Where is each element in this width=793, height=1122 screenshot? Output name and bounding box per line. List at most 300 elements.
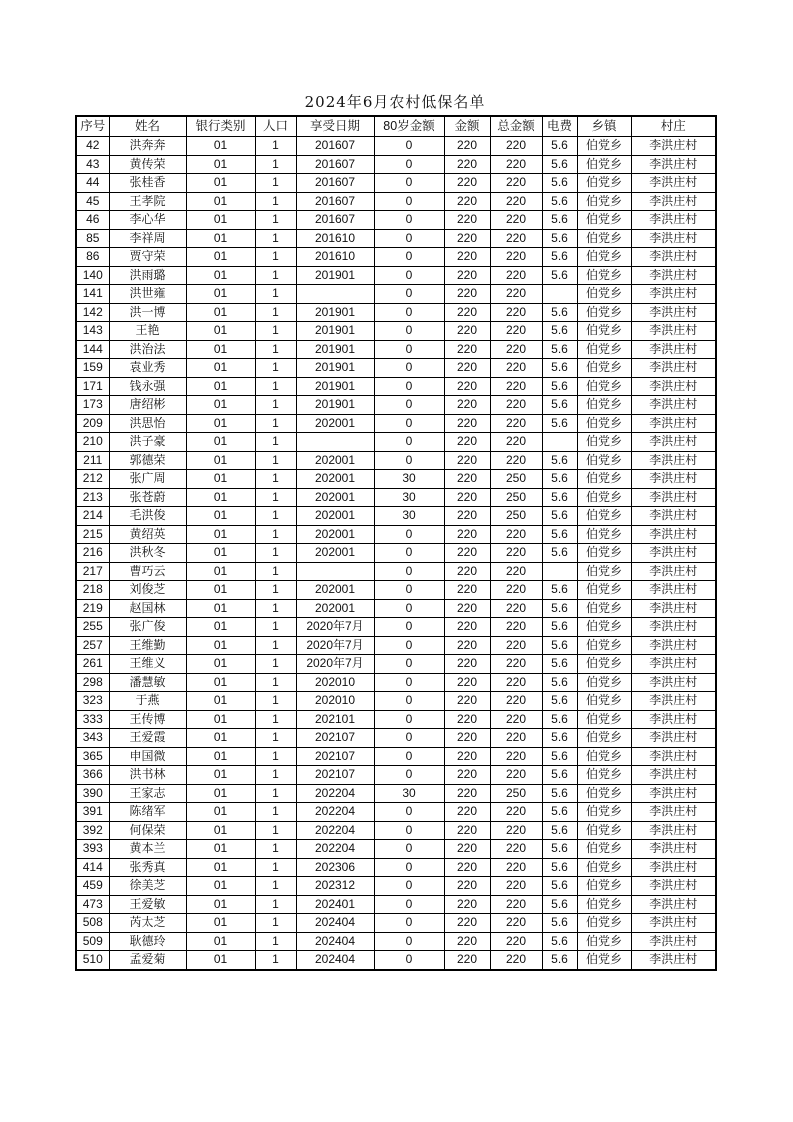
cell-amount: 220 xyxy=(444,174,490,193)
cell-bank-type: 01 xyxy=(186,137,255,156)
cell-name: 王维义 xyxy=(109,655,186,674)
cell-age80-amount: 0 xyxy=(374,766,444,785)
cell-name: 张苍蔚 xyxy=(109,488,186,507)
cell-population: 1 xyxy=(255,322,296,341)
table-row xyxy=(76,525,716,544)
cell-population: 1 xyxy=(255,803,296,822)
cell-serial: 217 xyxy=(76,562,109,581)
cell-total-amount: 220 xyxy=(490,414,542,433)
cell-electric-fee: 5.6 xyxy=(542,229,577,248)
cell-electric-fee: 5.6 xyxy=(542,581,577,600)
cell-bank-type: 01 xyxy=(186,581,255,600)
cell-serial: 366 xyxy=(76,766,109,785)
cell-electric-fee: 5.6 xyxy=(542,340,577,359)
cell-start-date: 201610 xyxy=(296,248,374,267)
cell-bank-type: 01 xyxy=(186,932,255,951)
cell-village: 李洪庄村 xyxy=(631,840,716,859)
cell-village: 李洪庄村 xyxy=(631,747,716,766)
cell-electric-fee: 5.6 xyxy=(542,137,577,156)
cell-village: 李洪庄村 xyxy=(631,951,716,970)
cell-village: 李洪庄村 xyxy=(631,673,716,692)
table-row xyxy=(76,303,716,322)
cell-village: 李洪庄村 xyxy=(631,858,716,877)
cell-serial: 216 xyxy=(76,544,109,563)
cell-name: 王爱霞 xyxy=(109,729,186,748)
cell-name: 申国微 xyxy=(109,747,186,766)
cell-amount: 220 xyxy=(444,636,490,655)
cell-amount: 220 xyxy=(444,747,490,766)
cell-start-date: 202001 xyxy=(296,470,374,489)
cell-township: 伯党乡 xyxy=(577,766,631,785)
cell-total-amount: 220 xyxy=(490,229,542,248)
cell-township: 伯党乡 xyxy=(577,951,631,970)
cell-village: 李洪庄村 xyxy=(631,581,716,600)
cell-amount: 220 xyxy=(444,729,490,748)
cell-start-date: 201901 xyxy=(296,340,374,359)
table-row xyxy=(76,803,716,822)
cell-township: 伯党乡 xyxy=(577,192,631,211)
cell-township: 伯党乡 xyxy=(577,544,631,563)
cell-electric-fee: 5.6 xyxy=(542,507,577,526)
cell-serial: 159 xyxy=(76,359,109,378)
cell-population: 1 xyxy=(255,433,296,452)
cell-bank-type: 01 xyxy=(186,858,255,877)
cell-serial: 508 xyxy=(76,914,109,933)
table-row xyxy=(76,951,716,970)
cell-electric-fee: 5.6 xyxy=(542,451,577,470)
cell-population: 1 xyxy=(255,303,296,322)
column-header-serial: 序号 xyxy=(76,116,109,137)
cell-age80-amount: 0 xyxy=(374,840,444,859)
cell-township: 伯党乡 xyxy=(577,729,631,748)
table-row xyxy=(76,914,716,933)
cell-township: 伯党乡 xyxy=(577,692,631,711)
cell-village: 李洪庄村 xyxy=(631,322,716,341)
cell-population: 1 xyxy=(255,895,296,914)
cell-electric-fee xyxy=(542,562,577,581)
cell-start-date: 2020年7月 xyxy=(296,636,374,655)
cell-amount: 220 xyxy=(444,581,490,600)
cell-age80-amount: 0 xyxy=(374,544,444,563)
cell-amount: 220 xyxy=(444,340,490,359)
cell-age80-amount: 30 xyxy=(374,470,444,489)
cell-population: 1 xyxy=(255,581,296,600)
table-row xyxy=(76,932,716,951)
cell-total-amount: 250 xyxy=(490,470,542,489)
cell-name: 张桂香 xyxy=(109,174,186,193)
cell-population: 1 xyxy=(255,192,296,211)
table-row xyxy=(76,359,716,378)
cell-start-date xyxy=(296,562,374,581)
cell-bank-type: 01 xyxy=(186,229,255,248)
cell-amount: 220 xyxy=(444,525,490,544)
cell-age80-amount: 30 xyxy=(374,784,444,803)
cell-name: 洪奔奔 xyxy=(109,137,186,156)
cell-name: 黄传荣 xyxy=(109,155,186,174)
cell-village: 李洪庄村 xyxy=(631,710,716,729)
cell-electric-fee: 5.6 xyxy=(542,359,577,378)
cell-age80-amount: 0 xyxy=(374,747,444,766)
cell-total-amount: 220 xyxy=(490,858,542,877)
cell-serial: 173 xyxy=(76,396,109,415)
cell-village: 李洪庄村 xyxy=(631,303,716,322)
cell-total-amount: 220 xyxy=(490,710,542,729)
cell-township: 伯党乡 xyxy=(577,784,631,803)
cell-start-date: 202001 xyxy=(296,507,374,526)
cell-bank-type: 01 xyxy=(186,396,255,415)
column-header-age80-amount: 80岁金额 xyxy=(374,116,444,137)
table-row xyxy=(76,414,716,433)
table-row xyxy=(76,821,716,840)
table-row xyxy=(76,544,716,563)
cell-village: 李洪庄村 xyxy=(631,174,716,193)
cell-electric-fee: 5.6 xyxy=(542,636,577,655)
cell-amount: 220 xyxy=(444,229,490,248)
cell-serial: 323 xyxy=(76,692,109,711)
cell-village: 李洪庄村 xyxy=(631,655,716,674)
cell-electric-fee: 5.6 xyxy=(542,211,577,230)
cell-amount: 220 xyxy=(444,951,490,970)
cell-township: 伯党乡 xyxy=(577,747,631,766)
cell-amount: 220 xyxy=(444,932,490,951)
cell-village: 李洪庄村 xyxy=(631,248,716,267)
cell-population: 1 xyxy=(255,377,296,396)
cell-start-date: 202001 xyxy=(296,414,374,433)
cell-bank-type: 01 xyxy=(186,562,255,581)
cell-amount: 220 xyxy=(444,322,490,341)
cell-serial: 509 xyxy=(76,932,109,951)
cell-population: 1 xyxy=(255,211,296,230)
cell-age80-amount: 0 xyxy=(374,525,444,544)
cell-total-amount: 220 xyxy=(490,377,542,396)
cell-start-date: 202010 xyxy=(296,673,374,692)
cell-age80-amount: 0 xyxy=(374,729,444,748)
cell-age80-amount: 0 xyxy=(374,803,444,822)
cell-electric-fee: 5.6 xyxy=(542,932,577,951)
cell-village: 李洪庄村 xyxy=(631,544,716,563)
cell-serial: 218 xyxy=(76,581,109,600)
cell-bank-type: 01 xyxy=(186,951,255,970)
cell-population: 1 xyxy=(255,655,296,674)
table-row xyxy=(76,451,716,470)
cell-total-amount: 220 xyxy=(490,303,542,322)
cell-amount: 220 xyxy=(444,692,490,711)
cell-township: 伯党乡 xyxy=(577,877,631,896)
table-row xyxy=(76,858,716,877)
cell-bank-type: 01 xyxy=(186,470,255,489)
cell-village: 李洪庄村 xyxy=(631,414,716,433)
cell-name: 张秀真 xyxy=(109,858,186,877)
table-row xyxy=(76,784,716,803)
table-row xyxy=(76,877,716,896)
cell-bank-type: 01 xyxy=(186,248,255,267)
cell-start-date: 202404 xyxy=(296,932,374,951)
cell-serial: 215 xyxy=(76,525,109,544)
cell-electric-fee: 5.6 xyxy=(542,784,577,803)
cell-name: 李心华 xyxy=(109,211,186,230)
cell-bank-type: 01 xyxy=(186,729,255,748)
cell-amount: 220 xyxy=(444,359,490,378)
cell-total-amount: 220 xyxy=(490,729,542,748)
cell-serial: 143 xyxy=(76,322,109,341)
cell-name: 郭德荣 xyxy=(109,451,186,470)
cell-village: 李洪庄村 xyxy=(631,914,716,933)
cell-age80-amount: 0 xyxy=(374,692,444,711)
cell-electric-fee xyxy=(542,285,577,304)
cell-age80-amount: 0 xyxy=(374,599,444,618)
cell-village: 李洪庄村 xyxy=(631,932,716,951)
cell-bank-type: 01 xyxy=(186,784,255,803)
cell-name: 王传博 xyxy=(109,710,186,729)
table-row xyxy=(76,248,716,267)
table-row xyxy=(76,433,716,452)
cell-township: 伯党乡 xyxy=(577,655,631,674)
cell-age80-amount: 0 xyxy=(374,155,444,174)
cell-total-amount: 220 xyxy=(490,137,542,156)
table-row xyxy=(76,266,716,285)
cell-village: 李洪庄村 xyxy=(631,155,716,174)
cell-serial: 473 xyxy=(76,895,109,914)
cell-township: 伯党乡 xyxy=(577,414,631,433)
table-row xyxy=(76,377,716,396)
cell-village: 李洪庄村 xyxy=(631,803,716,822)
cell-name: 毛洪俊 xyxy=(109,507,186,526)
cell-population: 1 xyxy=(255,507,296,526)
cell-serial: 459 xyxy=(76,877,109,896)
cell-name: 陈绪军 xyxy=(109,803,186,822)
cell-amount: 220 xyxy=(444,914,490,933)
cell-total-amount: 220 xyxy=(490,655,542,674)
cell-age80-amount: 0 xyxy=(374,932,444,951)
cell-start-date: 202107 xyxy=(296,747,374,766)
cell-start-date: 201901 xyxy=(296,396,374,415)
cell-population: 1 xyxy=(255,692,296,711)
cell-start-date xyxy=(296,433,374,452)
cell-name: 曹巧云 xyxy=(109,562,186,581)
cell-village: 李洪庄村 xyxy=(631,636,716,655)
cell-electric-fee: 5.6 xyxy=(542,303,577,322)
cell-village: 李洪庄村 xyxy=(631,433,716,452)
table-header-row xyxy=(76,116,716,137)
cell-serial: 46 xyxy=(76,211,109,230)
cell-start-date: 202306 xyxy=(296,858,374,877)
column-header-village: 村庄 xyxy=(631,116,716,137)
cell-age80-amount: 0 xyxy=(374,914,444,933)
cell-name: 黄本兰 xyxy=(109,840,186,859)
cell-age80-amount: 0 xyxy=(374,710,444,729)
cell-age80-amount: 30 xyxy=(374,488,444,507)
cell-electric-fee: 5.6 xyxy=(542,877,577,896)
cell-total-amount: 220 xyxy=(490,932,542,951)
cell-amount: 220 xyxy=(444,673,490,692)
cell-electric-fee: 5.6 xyxy=(542,396,577,415)
cell-start-date: 201607 xyxy=(296,174,374,193)
cell-start-date: 201901 xyxy=(296,377,374,396)
cell-village: 李洪庄村 xyxy=(631,562,716,581)
table-row xyxy=(76,655,716,674)
cell-serial: 43 xyxy=(76,155,109,174)
cell-population: 1 xyxy=(255,414,296,433)
cell-serial: 140 xyxy=(76,266,109,285)
cell-total-amount: 220 xyxy=(490,692,542,711)
cell-serial: 393 xyxy=(76,840,109,859)
cell-village: 李洪庄村 xyxy=(631,488,716,507)
cell-total-amount: 220 xyxy=(490,747,542,766)
cell-township: 伯党乡 xyxy=(577,599,631,618)
cell-village: 李洪庄村 xyxy=(631,470,716,489)
cell-population: 1 xyxy=(255,747,296,766)
cell-electric-fee: 5.6 xyxy=(542,673,577,692)
cell-start-date: 201607 xyxy=(296,137,374,156)
cell-serial: 343 xyxy=(76,729,109,748)
cell-start-date: 202107 xyxy=(296,729,374,748)
cell-serial: 510 xyxy=(76,951,109,970)
cell-village: 李洪庄村 xyxy=(631,692,716,711)
cell-name: 孟爱菊 xyxy=(109,951,186,970)
cell-village: 李洪庄村 xyxy=(631,451,716,470)
cell-serial: 261 xyxy=(76,655,109,674)
table-row xyxy=(76,470,716,489)
cell-electric-fee: 5.6 xyxy=(542,729,577,748)
cell-township: 伯党乡 xyxy=(577,451,631,470)
cell-amount: 220 xyxy=(444,266,490,285)
cell-amount: 220 xyxy=(444,285,490,304)
cell-age80-amount: 0 xyxy=(374,340,444,359)
table-row xyxy=(76,581,716,600)
cell-village: 李洪庄村 xyxy=(631,285,716,304)
cell-age80-amount: 0 xyxy=(374,229,444,248)
table-row xyxy=(76,507,716,526)
cell-age80-amount: 0 xyxy=(374,377,444,396)
cell-township: 伯党乡 xyxy=(577,396,631,415)
cell-age80-amount: 0 xyxy=(374,266,444,285)
cell-total-amount: 250 xyxy=(490,784,542,803)
cell-serial: 298 xyxy=(76,673,109,692)
cell-population: 1 xyxy=(255,636,296,655)
cell-bank-type: 01 xyxy=(186,285,255,304)
cell-township: 伯党乡 xyxy=(577,821,631,840)
cell-township: 伯党乡 xyxy=(577,858,631,877)
cell-serial: 42 xyxy=(76,137,109,156)
table-row xyxy=(76,673,716,692)
column-header-population: 人口 xyxy=(255,116,296,137)
cell-electric-fee: 5.6 xyxy=(542,858,577,877)
cell-township: 伯党乡 xyxy=(577,377,631,396)
cell-serial: 414 xyxy=(76,858,109,877)
cell-start-date: 2020年7月 xyxy=(296,618,374,637)
cell-bank-type: 01 xyxy=(186,340,255,359)
cell-bank-type: 01 xyxy=(186,322,255,341)
cell-age80-amount: 0 xyxy=(374,192,444,211)
cell-total-amount: 220 xyxy=(490,599,542,618)
cell-amount: 220 xyxy=(444,710,490,729)
cell-amount: 220 xyxy=(444,377,490,396)
cell-electric-fee xyxy=(542,433,577,452)
cell-township: 伯党乡 xyxy=(577,470,631,489)
table-row xyxy=(76,322,716,341)
cell-township: 伯党乡 xyxy=(577,229,631,248)
cell-age80-amount: 0 xyxy=(374,414,444,433)
cell-serial: 333 xyxy=(76,710,109,729)
cell-start-date: 201901 xyxy=(296,266,374,285)
cell-township: 伯党乡 xyxy=(577,525,631,544)
cell-name: 张广俊 xyxy=(109,618,186,637)
cell-name: 唐绍彬 xyxy=(109,396,186,415)
cell-total-amount: 220 xyxy=(490,433,542,452)
cell-village: 李洪庄村 xyxy=(631,895,716,914)
table-row xyxy=(76,192,716,211)
table-row xyxy=(76,229,716,248)
cell-population: 1 xyxy=(255,525,296,544)
cell-age80-amount: 0 xyxy=(374,581,444,600)
column-header-start-date: 享受日期 xyxy=(296,116,374,137)
cell-total-amount: 220 xyxy=(490,155,542,174)
cell-electric-fee: 5.6 xyxy=(542,951,577,970)
cell-bank-type: 01 xyxy=(186,377,255,396)
cell-amount: 220 xyxy=(444,396,490,415)
table-row xyxy=(76,710,716,729)
cell-population: 1 xyxy=(255,710,296,729)
cell-population: 1 xyxy=(255,562,296,581)
cell-start-date: 201610 xyxy=(296,229,374,248)
cell-electric-fee: 5.6 xyxy=(542,803,577,822)
cell-population: 1 xyxy=(255,285,296,304)
cell-name: 徐美芝 xyxy=(109,877,186,896)
cell-total-amount: 220 xyxy=(490,914,542,933)
cell-bank-type: 01 xyxy=(186,544,255,563)
cell-population: 1 xyxy=(255,932,296,951)
cell-township: 伯党乡 xyxy=(577,895,631,914)
cell-village: 李洪庄村 xyxy=(631,192,716,211)
cell-electric-fee: 5.6 xyxy=(542,174,577,193)
cell-start-date: 202204 xyxy=(296,803,374,822)
table-row xyxy=(76,618,716,637)
cell-township: 伯党乡 xyxy=(577,581,631,600)
cell-village: 李洪庄村 xyxy=(631,211,716,230)
cell-start-date: 201607 xyxy=(296,192,374,211)
cell-electric-fee: 5.6 xyxy=(542,766,577,785)
cell-name: 洪一博 xyxy=(109,303,186,322)
cell-amount: 220 xyxy=(444,303,490,322)
cell-township: 伯党乡 xyxy=(577,174,631,193)
cell-population: 1 xyxy=(255,951,296,970)
cell-population: 1 xyxy=(255,340,296,359)
cell-population: 1 xyxy=(255,266,296,285)
cell-total-amount: 220 xyxy=(490,951,542,970)
cell-bank-type: 01 xyxy=(186,655,255,674)
cell-bank-type: 01 xyxy=(186,895,255,914)
cell-name: 洪书林 xyxy=(109,766,186,785)
cell-serial: 214 xyxy=(76,507,109,526)
table-row xyxy=(76,211,716,230)
cell-age80-amount: 0 xyxy=(374,618,444,637)
cell-total-amount: 220 xyxy=(490,673,542,692)
cell-village: 李洪庄村 xyxy=(631,340,716,359)
cell-township: 伯党乡 xyxy=(577,285,631,304)
cell-name: 黄绍英 xyxy=(109,525,186,544)
cell-start-date: 202204 xyxy=(296,784,374,803)
column-header-amount: 金额 xyxy=(444,116,490,137)
cell-amount: 220 xyxy=(444,451,490,470)
cell-village: 李洪庄村 xyxy=(631,359,716,378)
table-row xyxy=(76,895,716,914)
cell-township: 伯党乡 xyxy=(577,932,631,951)
cell-start-date: 202404 xyxy=(296,951,374,970)
column-header-electric-fee: 电费 xyxy=(542,116,577,137)
cell-amount: 220 xyxy=(444,544,490,563)
cell-amount: 220 xyxy=(444,414,490,433)
cell-name: 李祥周 xyxy=(109,229,186,248)
